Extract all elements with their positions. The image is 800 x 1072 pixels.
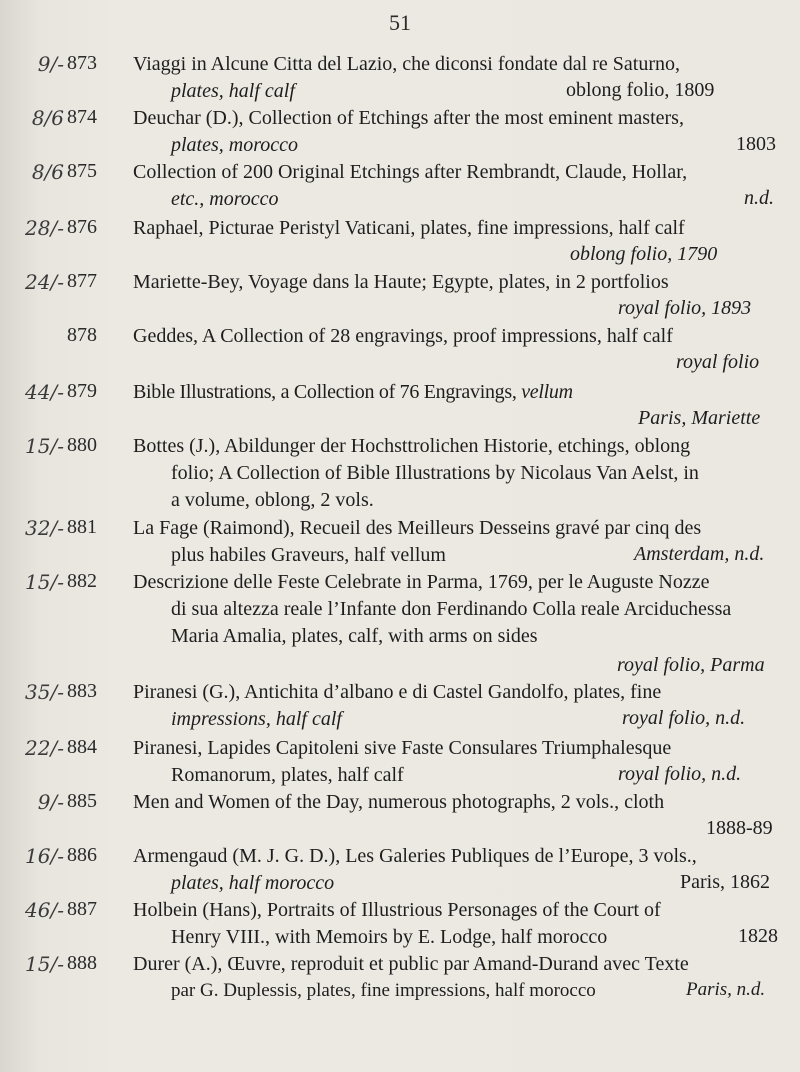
catalogue-entry [0, 324, 800, 378]
catalogue-entry [0, 790, 800, 844]
lot-number: 888 [67, 952, 97, 974]
price-note: 9/- [37, 52, 64, 76]
entry-imprint: royal folio, n.d. [622, 707, 746, 729]
entry-imprint: Paris, Mariette [638, 407, 761, 429]
entry-imprint: royal folio, Parma [617, 654, 765, 676]
catalogue-entry [0, 160, 800, 214]
entry-imprint: 1803 [736, 133, 776, 155]
entry-detail: di sua altezza reale l’Infante don Ferdinando Colla reale Arciduchessa [171, 598, 732, 620]
entry-imprint: oblong folio, 1790 [570, 243, 718, 265]
entry-imprint: royal folio [676, 351, 760, 373]
entry-title: Descrizione delle Feste Celebrate in Parma, 1769, per le Auguste Nozze [133, 571, 710, 593]
entry-imprint: Amsterdam, n.d. [634, 543, 765, 565]
price-note: 9/- [37, 790, 64, 814]
entry-detail: Romanorum, plates, half calf [171, 764, 404, 786]
entry-imprint: Paris, n.d. [686, 979, 766, 1000]
catalogue-entry [0, 680, 800, 734]
catalogue-entry [0, 434, 800, 516]
catalogue-entry [0, 898, 800, 952]
entry-detail: Maria Amalia, plates, calf, with arms on sides [171, 625, 538, 647]
entry-title: Holbein (Hans), Portraits of Illustrious Personages of the Court of [133, 899, 661, 921]
entry-imprint: oblong folio, 1809 [566, 79, 715, 101]
entry-imprint: royal folio, n.d. [618, 763, 742, 785]
lot-number: 883 [67, 680, 97, 702]
catalogue-entry [0, 216, 800, 270]
price-note: 15/- [25, 570, 64, 594]
entry-imprint: 1828 [738, 925, 778, 947]
price-note: 8/6 [31, 106, 64, 130]
catalogue-entry [0, 270, 800, 324]
entry-detail: Henry VIII., with Memoirs by E. Lodge, half morocco [171, 926, 608, 948]
lot-number: 878 [67, 324, 97, 346]
lot-number: 884 [67, 736, 97, 758]
price-note: 15/- [25, 952, 64, 976]
lot-number: 885 [67, 790, 97, 812]
price-note: 28/- [25, 216, 64, 240]
lot-number: 882 [67, 570, 97, 592]
entry-title: Men and Women of the Day, numerous photographs, 2 vols., cloth [133, 791, 665, 813]
entry-detail: par G. Duplessis, plates, fine impressions, half morocco [171, 980, 596, 1001]
entry-imprint: royal folio, 1893 [618, 297, 752, 319]
catalogue-entry [0, 516, 800, 570]
entry-imprint: 1888-89 [706, 817, 773, 839]
entry-title: Raphael, Picturae Peristyl Vaticani, plates, fine impressions, half calf [133, 217, 685, 239]
entry-title: Collection of 200 Original Etchings after Rembrandt, Claude, Hollar, [133, 161, 688, 183]
entry-imprint: Paris, 1862 [680, 871, 770, 893]
catalogue-entry [0, 380, 800, 434]
price-note: 32/- [25, 516, 64, 540]
entry-detail: plates, morocco [171, 134, 299, 156]
catalogue-entry [0, 952, 800, 1006]
lot-number: 877 [67, 270, 97, 292]
entry-detail: folio; A Collection of Bible Illustrations by Nicolaus Van Aelst, in [171, 462, 699, 484]
entry-title: Mariette-Bey, Voyage dans la Haute; Egypte, plates, in 2 portfolios [133, 271, 669, 293]
catalogue-entry [0, 106, 800, 160]
lot-number: 879 [67, 380, 97, 402]
entry-title: Bible Illustrations, a Collection of 76 Engravings, vellum [133, 381, 573, 403]
price-note: 24/- [25, 270, 64, 294]
lot-number: 881 [67, 516, 97, 538]
entry-detail: etc., morocco [171, 188, 279, 210]
catalogue-entry [0, 52, 800, 106]
entry-title: La Fage (Raimond), Recueil des Meilleurs Desseins gravé par cinq des [133, 517, 702, 539]
catalogue-entry [0, 844, 800, 898]
lot-number: 880 [67, 434, 97, 456]
lot-number: 874 [67, 106, 97, 128]
entry-title: Bottes (J.), Abildunger der Hochsttrolichen Historie, etchings, oblong [133, 435, 691, 457]
entry-title: Deuchar (D.), Collection of Etchings after the most eminent masters, [133, 107, 684, 129]
page-number: 51 [389, 10, 411, 35]
entry-title: Piranesi (G.), Antichita d’albano e di Castel Gandolfo, plates, fine [133, 681, 662, 703]
price-note: 46/- [25, 898, 64, 922]
entry-detail: a volume, oblong, 2 vols. [171, 489, 374, 511]
entry-detail: plates, half morocco [171, 872, 335, 894]
entry-detail: plates, half calf [171, 80, 295, 102]
lot-number: 873 [67, 52, 97, 74]
entry-title: Geddes, A Collection of 28 engravings, proof impressions, half calf [133, 325, 673, 347]
lot-number: 875 [67, 160, 97, 182]
entry-detail: plus habiles Graveurs, half vellum [171, 544, 446, 566]
entry-title: Piranesi, Lapides Capitoleni sive Faste Consulares Triumphalesque [133, 737, 672, 759]
price-note: 35/- [25, 680, 64, 704]
price-note: 44/- [25, 380, 64, 404]
price-note: 16/- [25, 844, 64, 868]
price-note: 15/- [25, 434, 64, 458]
price-note: 8/6 [31, 160, 64, 184]
catalogue-entry [0, 736, 800, 790]
entry-title: Durer (A.), Œuvre, reproduit et public par Amand-Durand avec Texte [133, 953, 689, 975]
lot-number: 876 [67, 216, 97, 238]
entry-imprint: n.d. [744, 187, 774, 209]
entry-title: Viaggi in Alcune Citta del Lazio, che diconsi fondate dal re Saturno, [133, 53, 680, 75]
price-note: 22/- [25, 736, 64, 760]
lot-number: 886 [67, 844, 97, 866]
entry-detail: impressions, half calf [171, 708, 342, 730]
lot-number: 887 [67, 898, 97, 920]
entry-title: Armengaud (M. J. G. D.), Les Galeries Publiques de l’Europe, 3 vols., [133, 845, 697, 867]
catalogue-entry [0, 570, 800, 680]
